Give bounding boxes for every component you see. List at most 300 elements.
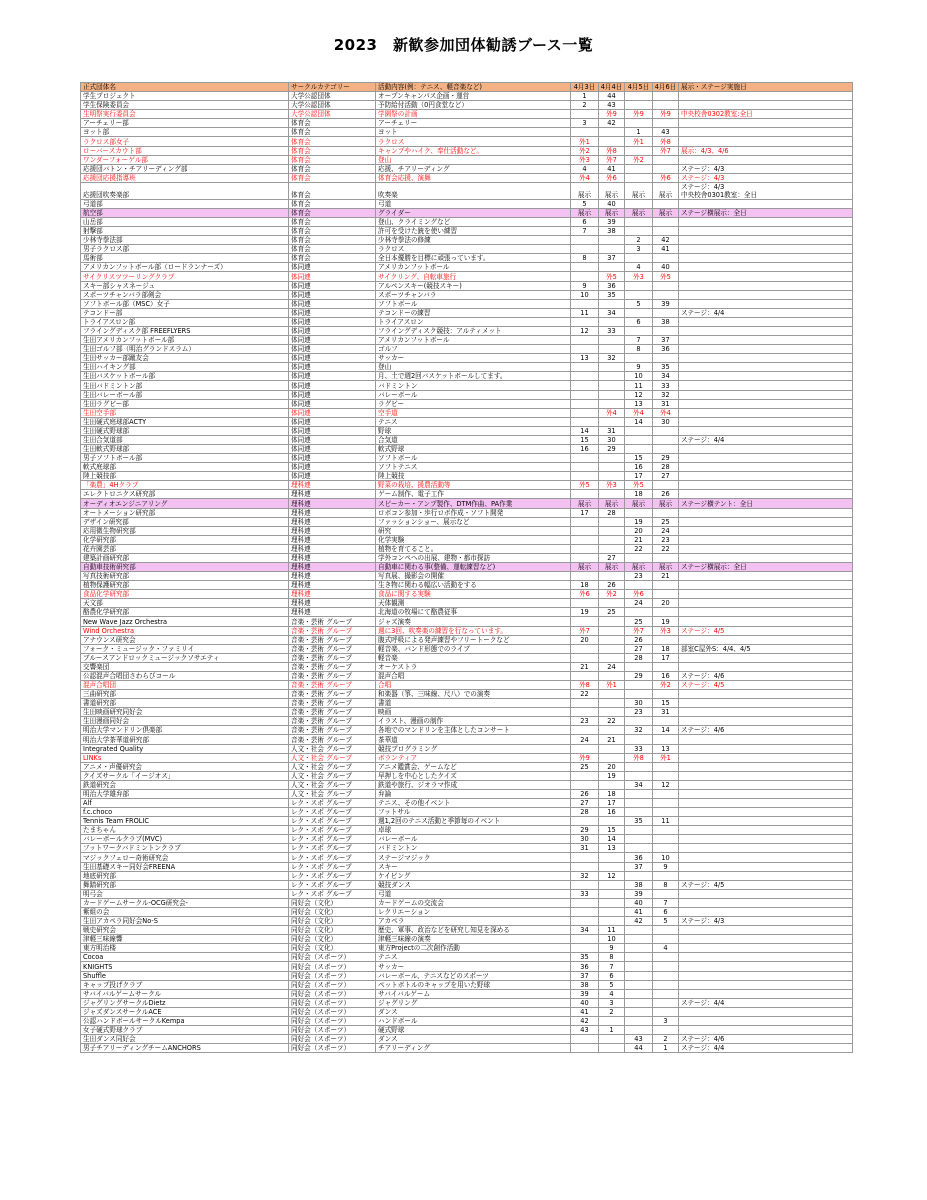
category-cell: 人文・社会 グループ <box>289 744 376 753</box>
stage-date-cell <box>679 526 853 535</box>
apr3-cell: 5 <box>571 199 599 208</box>
activity-cell: 生き物に関わる幅広い活動をする <box>376 581 571 590</box>
apr5-cell: 42 <box>625 917 653 926</box>
category-cell: 同好会（スポーツ） <box>289 1016 376 1025</box>
org-name-cell: Integrated Quality <box>81 744 289 753</box>
org-name-cell: 東方明治楼 <box>81 944 289 953</box>
table-row <box>81 826 853 835</box>
apr6-cell: 24 <box>653 526 679 535</box>
apr4-cell <box>599 753 625 762</box>
org-name-cell: 航空部 <box>81 208 289 217</box>
apr6-cell: 展示 <box>653 182 679 199</box>
table-row <box>81 562 853 571</box>
org-name-cell: 生田ラグビー部 <box>81 399 289 408</box>
stage-date-cell <box>679 227 853 236</box>
category-cell: 体同連 <box>289 417 376 426</box>
category-cell: 音楽・芸術 グループ <box>289 726 376 735</box>
apr6-cell <box>653 799 679 808</box>
apr6-cell <box>653 426 679 435</box>
stage-date-cell <box>679 799 853 808</box>
apr6-cell: 外3 <box>653 626 679 635</box>
apr6-cell: 展示 <box>653 208 679 217</box>
apr5-cell <box>625 662 653 671</box>
apr3-cell <box>571 408 599 417</box>
activity-cell: オープンキャンパス企画・運営 <box>376 92 571 101</box>
apr4-cell <box>599 472 625 481</box>
activity-cell: ソフトテニス <box>376 463 571 472</box>
apr3-cell: 23 <box>571 717 599 726</box>
apr4-cell: 11 <box>599 926 625 935</box>
header-category: サークルカテゴリー <box>289 83 376 92</box>
activity-cell: サッカー <box>376 962 571 971</box>
apr6-cell <box>653 1007 679 1016</box>
activity-cell: アメリカンフットボール <box>376 263 571 272</box>
apr3-cell: 14 <box>571 426 599 435</box>
apr6-cell <box>653 889 679 898</box>
category-cell: 理科連 <box>289 562 376 571</box>
apr4-cell: 40 <box>599 199 625 208</box>
table-row <box>81 844 853 853</box>
org-name-cell: クイズサークル「イージオス」 <box>81 771 289 780</box>
category-cell: 理科連 <box>289 490 376 499</box>
apr6-cell: 14 <box>653 726 679 735</box>
apr4-cell <box>599 780 625 789</box>
table-row <box>81 898 853 907</box>
apr3-cell: 3 <box>571 119 599 128</box>
apr5-cell: 27 <box>625 644 653 653</box>
activity-cell: ペットボトルのキャップを用いた野球 <box>376 980 571 989</box>
category-cell: 音楽・芸術 グループ <box>289 617 376 626</box>
stage-date-cell <box>679 317 853 326</box>
activity-cell: ダンス <box>376 1007 571 1016</box>
table-row <box>81 862 853 871</box>
apr3-cell: 41 <box>571 1007 599 1016</box>
apr3-cell: 2 <box>571 101 599 110</box>
activity-cell: 軟式野球 <box>376 444 571 453</box>
category-cell: 音楽・芸術 グループ <box>289 671 376 680</box>
apr3-cell <box>571 299 599 308</box>
apr4-cell <box>599 245 625 254</box>
apr6-cell <box>653 308 679 317</box>
apr6-cell <box>653 92 679 101</box>
stage-date-cell: ステージ：4/3 <box>679 917 853 926</box>
category-cell: 体同連 <box>289 308 376 317</box>
table-row <box>81 218 853 227</box>
category-cell: 体育会 <box>289 227 376 236</box>
activity-cell: カードゲームの交流会 <box>376 898 571 907</box>
stage-date-cell <box>679 662 853 671</box>
apr6-cell: 展示 <box>653 562 679 571</box>
activity-cell: 少林寺拳法の修練 <box>376 236 571 245</box>
apr5-cell: 展示 <box>625 182 653 199</box>
apr3-cell: 15 <box>571 435 599 444</box>
activity-cell: スポーツチャンバラ <box>376 290 571 299</box>
org-name-cell: 生田バスケットボール部 <box>81 372 289 381</box>
category-cell: 大学公認団体 <box>289 110 376 119</box>
apr3-cell: 42 <box>571 1016 599 1025</box>
apr3-cell <box>571 245 599 254</box>
apr5-cell: 37 <box>625 862 653 871</box>
stage-date-cell <box>679 608 853 617</box>
org-name-cell: バレーボールクラブ(MVC) <box>81 835 289 844</box>
table-row <box>81 889 853 898</box>
org-name-cell: フットワークバドミントンクラブ <box>81 844 289 853</box>
apr4-cell: 21 <box>599 735 625 744</box>
activity-cell: 軽音楽 <box>376 653 571 662</box>
table-row <box>81 662 853 671</box>
apr5-cell <box>625 826 653 835</box>
apr4-cell <box>599 137 625 146</box>
apr5-cell: 8 <box>625 345 653 354</box>
table-row <box>81 508 853 517</box>
activity-cell: ソフトボール <box>376 299 571 308</box>
category-cell: 同好会（スポーツ） <box>289 962 376 971</box>
table-row <box>81 735 853 744</box>
category-cell: 体同連 <box>289 435 376 444</box>
apr3-cell: 35 <box>571 953 599 962</box>
apr6-cell: 4 <box>653 944 679 953</box>
org-name-cell: 応用微生物研究部 <box>81 526 289 535</box>
apr4-cell: 2 <box>599 1007 625 1016</box>
table-row <box>81 345 853 354</box>
category-cell: 体育会 <box>289 199 376 208</box>
apr3-cell <box>571 128 599 137</box>
stage-date-cell <box>679 826 853 835</box>
activity-cell: ハンドボール <box>376 1016 571 1025</box>
table-row <box>81 526 853 535</box>
org-name-cell: 交響楽団 <box>81 662 289 671</box>
apr6-cell <box>653 989 679 998</box>
apr5-cell: 外3 <box>625 272 653 281</box>
org-name-cell: ブルースアンドロックミュージックソサエティ <box>81 653 289 662</box>
apr3-cell: 16 <box>571 444 599 453</box>
apr6-cell <box>653 717 679 726</box>
apr5-cell: 23 <box>625 708 653 717</box>
table-row <box>81 653 853 662</box>
apr6-cell <box>653 254 679 263</box>
activity-cell: テニス <box>376 417 571 426</box>
org-name-cell: 山岳部 <box>81 218 289 227</box>
apr3-cell: 6 <box>571 218 599 227</box>
stage-date-cell <box>679 481 853 490</box>
apr3-cell <box>571 644 599 653</box>
activity-cell: 腹式呼吸による発声練習やフリートークなど <box>376 635 571 644</box>
org-name-cell: Alf <box>81 799 289 808</box>
apr5-cell: 2 <box>625 236 653 245</box>
stage-date-cell <box>679 444 853 453</box>
org-name-cell: 弓道部 <box>81 199 289 208</box>
apr4-cell: 27 <box>599 553 625 562</box>
category-cell: レク・スポ グループ <box>289 862 376 871</box>
apr5-cell: 3 <box>625 245 653 254</box>
apr4-cell <box>599 853 625 862</box>
org-name-cell: Tennis Team FROLIC <box>81 817 289 826</box>
activity-cell: サバイバルゲーム <box>376 989 571 998</box>
apr6-cell: 外4 <box>653 408 679 417</box>
category-cell: 同好会（スポーツ） <box>289 1025 376 1034</box>
apr4-cell <box>599 399 625 408</box>
stage-date-cell <box>679 699 853 708</box>
apr3-cell: 8 <box>571 254 599 263</box>
org-name-cell: 生田アカペラ同好会No-S <box>81 917 289 926</box>
apr5-cell <box>625 844 653 853</box>
apr3-cell: 20 <box>571 635 599 644</box>
apr5-cell: 23 <box>625 572 653 581</box>
org-name-cell: 生田合気道部 <box>81 435 289 444</box>
stage-date-cell <box>679 690 853 699</box>
table-row <box>81 681 853 690</box>
activity-cell: 学園祭の計画 <box>376 110 571 119</box>
category-cell: レク・スポ グループ <box>289 880 376 889</box>
table-row <box>81 989 853 998</box>
apr5-cell: 18 <box>625 490 653 499</box>
category-cell: 同好会（スポーツ） <box>289 989 376 998</box>
stage-date-cell: ステージ：4/4 <box>679 435 853 444</box>
apr5-cell: 9 <box>625 363 653 372</box>
stage-date-cell <box>679 617 853 626</box>
activity-cell: ボランティア <box>376 753 571 762</box>
apr5-cell: 43 <box>625 1035 653 1044</box>
category-cell: 音楽・芸術 グループ <box>289 626 376 635</box>
table-row <box>81 717 853 726</box>
activity-cell: 応援、チアリーディング <box>376 164 571 173</box>
apr5-cell: 16 <box>625 463 653 472</box>
apr5-cell: 29 <box>625 671 653 680</box>
table-row <box>81 92 853 101</box>
apr5-cell: 33 <box>625 744 653 753</box>
apr4-cell: 外1 <box>599 681 625 690</box>
apr6-cell: 31 <box>653 399 679 408</box>
stage-date-cell: ステージ：4/6 <box>679 1035 853 1044</box>
apr6-cell: 外5 <box>653 272 679 281</box>
category-cell: 理科連 <box>289 608 376 617</box>
category-cell: 同好会（文化） <box>289 944 376 953</box>
stage-date-cell <box>679 535 853 544</box>
category-cell: 体育会 <box>289 218 376 227</box>
apr6-cell <box>653 690 679 699</box>
category-cell: 同好会（スポーツ） <box>289 971 376 980</box>
apr4-cell: 28 <box>599 508 625 517</box>
apr3-cell: 1 <box>571 92 599 101</box>
apr6-cell <box>653 508 679 517</box>
category-cell: 体同連 <box>289 408 376 417</box>
activity-cell: フライングディスク競技：アルティメット <box>376 326 571 335</box>
category-cell: 体同連 <box>289 263 376 272</box>
activity-cell: バドミントン <box>376 381 571 390</box>
header-apr5: 4月5日 <box>625 83 653 92</box>
category-cell: 音楽・芸術 グループ <box>289 708 376 717</box>
activity-cell: チアリーディング <box>376 1044 571 1053</box>
org-name-cell: 明弓会 <box>81 889 289 898</box>
org-name-cell: 舞踏研究部 <box>81 880 289 889</box>
activity-cell: 研究 <box>376 526 571 535</box>
apr3-cell <box>571 472 599 481</box>
apr5-cell: 1 <box>625 128 653 137</box>
category-cell: 体同連 <box>289 363 376 372</box>
activity-cell: 鉄道や旅行、ジオラマ作成 <box>376 780 571 789</box>
org-name-cell: 男子ソフトボール部 <box>81 454 289 463</box>
apr6-cell: 35 <box>653 363 679 372</box>
apr4-cell: 10 <box>599 935 625 944</box>
activity-cell: 陸上競技 <box>376 472 571 481</box>
apr5-cell <box>625 717 653 726</box>
apr6-cell <box>653 227 679 236</box>
table-row <box>81 808 853 817</box>
category-cell: 体育会 <box>289 182 376 199</box>
activity-cell: ラクロス <box>376 245 571 254</box>
stage-date-cell <box>679 254 853 263</box>
org-name-cell: 軟式庭球部 <box>81 463 289 472</box>
stage-date-cell: 展示：4/3、4/6 <box>679 146 853 155</box>
activity-cell: バドミントン <box>376 844 571 853</box>
apr5-cell <box>625 281 653 290</box>
apr4-cell <box>599 535 625 544</box>
apr3-cell <box>571 862 599 871</box>
apr5-cell: 外6 <box>625 590 653 599</box>
apr6-cell: 29 <box>653 454 679 463</box>
apr3-cell <box>571 935 599 944</box>
category-cell: 体同連 <box>289 281 376 290</box>
category-cell: 音楽・芸術 グループ <box>289 735 376 744</box>
table-row <box>81 317 853 326</box>
activity-cell: アメリカンフットボール <box>376 336 571 345</box>
activity-cell: 化学実験 <box>376 535 571 544</box>
category-cell: 同好会（文化） <box>289 898 376 907</box>
table-row <box>81 472 853 481</box>
stage-date-cell <box>679 971 853 980</box>
apr3-cell <box>571 853 599 862</box>
activity-cell: ジャグリング <box>376 998 571 1007</box>
apr5-cell: 外5 <box>625 481 653 490</box>
header-apr3: 4月3日 <box>571 83 599 92</box>
table-row <box>81 853 853 862</box>
activity-cell: ダンス <box>376 1035 571 1044</box>
org-name-cell: アナウンス研究会 <box>81 635 289 644</box>
category-cell: 理科連 <box>289 553 376 562</box>
org-name-cell: スキー部シャスネージュ <box>81 281 289 290</box>
apr4-cell <box>599 517 625 526</box>
apr6-cell: 6 <box>653 907 679 916</box>
org-name-cell: 化学研究部 <box>81 535 289 544</box>
table-row <box>81 164 853 173</box>
apr3-cell <box>571 708 599 717</box>
apr6-cell: 1 <box>653 1044 679 1053</box>
table-row <box>81 272 853 281</box>
apr5-cell <box>625 989 653 998</box>
activity-cell: ファッションショー、展示など <box>376 517 571 526</box>
apr3-cell <box>571 317 599 326</box>
category-cell: 理科連 <box>289 581 376 590</box>
category-cell: 同好会（スポーツ） <box>289 1044 376 1053</box>
apr3-cell <box>571 617 599 626</box>
stage-date-cell <box>679 155 853 164</box>
apr3-cell: 21 <box>571 662 599 671</box>
category-cell: レク・スポ グループ <box>289 799 376 808</box>
category-cell: 体同連 <box>289 317 376 326</box>
apr3-cell <box>571 272 599 281</box>
apr4-cell: 外7 <box>599 155 625 164</box>
header-apr4: 4月4日 <box>599 83 625 92</box>
apr4-cell: 展示 <box>599 499 625 508</box>
apr5-cell <box>625 1025 653 1034</box>
apr4-cell: 13 <box>599 844 625 853</box>
org-name-cell: 公認混声合唱団さわらびコール <box>81 671 289 680</box>
apr5-cell <box>625 199 653 208</box>
apr5-cell: 7 <box>625 336 653 345</box>
stage-date-cell <box>679 708 853 717</box>
table-row <box>81 263 853 272</box>
stage-date-cell <box>679 889 853 898</box>
activity-cell: ゲーム制作、電子工作 <box>376 490 571 499</box>
category-cell: 体育会 <box>289 137 376 146</box>
table-row <box>81 326 853 335</box>
org-name-cell: アニメ・声優研究会 <box>81 762 289 771</box>
stage-date-cell <box>679 780 853 789</box>
activity-cell: バレーボール <box>376 390 571 399</box>
apr4-cell <box>599 381 625 390</box>
category-cell: 人文・社会 グループ <box>289 762 376 771</box>
apr6-cell <box>653 581 679 590</box>
apr5-cell: 40 <box>625 898 653 907</box>
activity-cell: 体育会応援、演舞 <box>376 173 571 182</box>
stage-date-cell <box>679 381 853 390</box>
activity-cell: テコンドーの練習 <box>376 308 571 317</box>
table-row <box>81 299 853 308</box>
category-cell: 体育会 <box>289 173 376 182</box>
apr6-cell <box>653 953 679 962</box>
category-cell: 体同連 <box>289 299 376 308</box>
org-name-cell: 生田漫画同好会 <box>81 717 289 726</box>
org-name-cell: 紫組の会 <box>81 907 289 916</box>
apr5-cell <box>625 962 653 971</box>
apr4-cell <box>599 862 625 871</box>
apr4-cell <box>599 299 625 308</box>
stage-date-cell <box>679 926 853 935</box>
apr5-cell: 19 <box>625 517 653 526</box>
apr5-cell: 13 <box>625 399 653 408</box>
stage-date-cell <box>679 553 853 562</box>
apr3-cell <box>571 463 599 472</box>
org-name-cell: ラクロス部女子 <box>81 137 289 146</box>
category-cell: 体同連 <box>289 290 376 299</box>
apr3-cell: 40 <box>571 998 599 1007</box>
apr4-cell: 20 <box>599 762 625 771</box>
stage-date-cell <box>679 817 853 826</box>
stage-date-cell <box>679 336 853 345</box>
apr5-cell: 10 <box>625 372 653 381</box>
apr5-cell: 5 <box>625 299 653 308</box>
apr4-cell: 外4 <box>599 408 625 417</box>
category-cell: 体同連 <box>289 463 376 472</box>
apr6-cell: 外8 <box>653 137 679 146</box>
apr3-cell: 外5 <box>571 481 599 490</box>
table-row <box>81 308 853 317</box>
apr3-cell <box>571 599 599 608</box>
table-row <box>81 599 853 608</box>
stage-date-cell <box>679 953 853 962</box>
apr5-cell <box>625 308 653 317</box>
org-name-cell: ヨット部 <box>81 128 289 137</box>
activity-cell: 野球 <box>376 426 571 435</box>
category-cell: 人文・社会 グループ <box>289 753 376 762</box>
stage-date-cell: ステージ横テント：全日 <box>679 499 853 508</box>
activity-cell: 合唱 <box>376 681 571 690</box>
apr5-cell <box>625 290 653 299</box>
apr4-cell: 外8 <box>599 146 625 155</box>
table-row <box>81 699 853 708</box>
table-row <box>81 799 853 808</box>
apr3-cell: 13 <box>571 354 599 363</box>
